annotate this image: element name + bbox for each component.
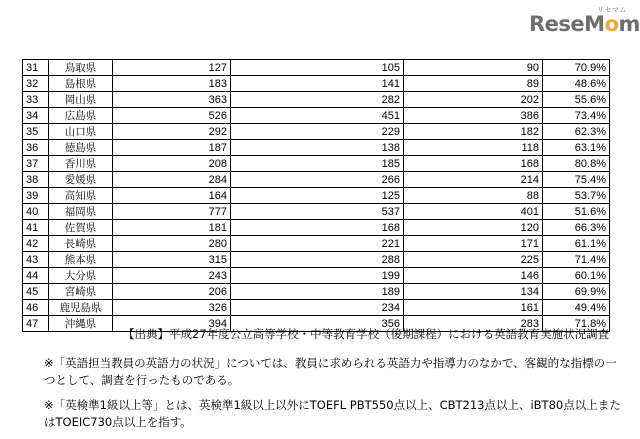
value-cell: 208 [113,156,231,172]
table-row [23,236,610,252]
value-cell: 266 [231,172,404,188]
prefecture-name: 大分県 [49,268,113,284]
row-number: 41 [23,220,49,236]
table-row [23,268,610,284]
prefecture-name: 福岡県 [49,204,113,220]
logo-text-m2: m [618,12,640,36]
row-number: 36 [23,140,49,156]
row-number: 33 [23,92,49,108]
prefecture-name: 広島県 [49,108,113,124]
value-cell: 187 [113,140,231,156]
value-cell: 283 [404,316,543,332]
row-number: 47 [23,316,49,332]
value-cell: 146 [404,268,543,284]
note-eiken-definition: ※「英検準1級以上等」とは、英検準1級以上以外にTOEFL PBT550点以上、CBT213点以上、iBT80点以上またはTOEIC730点以上を指す。 [44,398,621,429]
table-row [23,108,610,124]
value-cell: 164 [113,188,231,204]
note-english-ability: ※「英語担当教員の英語力の状況」については、教員に求められる英語力や指導力のなかで、客観的な指標の一つとして、調査を行ったものである。 [44,356,617,387]
value-cell: 134 [404,284,543,300]
row-number: 44 [23,268,49,284]
prefecture-name: 香川県 [49,156,113,172]
table-row [23,252,610,268]
value-cell: 234 [231,300,404,316]
value-cell: 451 [231,108,404,124]
rate-cell: 51.6% [543,204,610,220]
table-row [23,140,610,156]
value-cell: 118 [404,140,543,156]
table-row [23,172,610,188]
value-cell: 394 [113,316,231,332]
row-number: 42 [23,236,49,252]
rate-cell: 55.6% [543,92,610,108]
prefecture-name: 徳島県 [49,140,113,156]
logo-text-o: o [604,12,619,36]
value-cell: 161 [404,300,543,316]
value-cell: 401 [404,204,543,220]
value-cell: 127 [113,60,231,76]
value-cell: 206 [113,284,231,300]
logo-text [529,12,640,36]
prefecture-name: 佐賀県 [49,220,113,236]
value-cell: 168 [231,220,404,236]
source-caption: 【出典】平成27年度公立高等学校・中等教育学校（後期課程）における英語教育実施状況調査 [123,327,610,341]
logo-text-m: M [584,12,605,36]
value-cell: 526 [113,108,231,124]
row-number: 31 [23,60,49,76]
table-row [23,76,610,92]
prefecture-name: 島根県 [49,76,113,92]
value-cell: 225 [404,252,543,268]
value-cell: 280 [113,236,231,252]
prefecture-name: 宮崎県 [49,284,113,300]
table-row [23,188,610,204]
prefecture-name: 山口県 [49,124,113,140]
rate-cell: 49.4% [543,300,610,316]
row-number: 38 [23,172,49,188]
rate-cell: 48.6% [543,76,610,92]
rate-cell: 71.8% [543,316,610,332]
value-cell: 229 [231,124,404,140]
value-cell: 199 [231,268,404,284]
logo-ruby: リセマム [597,6,627,14]
row-number: 35 [23,124,49,140]
value-cell: 315 [113,252,231,268]
prefecture-table [22,59,610,332]
rate-cell: 69.9% [543,284,610,300]
rate-cell: 75.4% [543,172,610,188]
table-row [23,220,610,236]
value-cell: 386 [404,108,543,124]
row-number: 37 [23,156,49,172]
value-cell: 88 [404,188,543,204]
value-cell: 185 [231,156,404,172]
rate-cell: 71.4% [543,252,610,268]
value-cell: 125 [231,188,404,204]
prefecture-name: 岡山県 [49,92,113,108]
table-body [23,60,610,332]
value-cell: 284 [113,172,231,188]
value-cell: 138 [231,140,404,156]
value-cell: 288 [231,252,404,268]
row-number: 43 [23,252,49,268]
row-number: 34 [23,108,49,124]
rate-cell: 73.4% [543,108,610,124]
value-cell: 363 [113,92,231,108]
value-cell: 326 [113,300,231,316]
value-cell: 181 [113,220,231,236]
prefecture-name: 長崎県 [49,236,113,252]
value-cell: 182 [404,124,543,140]
value-cell: 171 [404,236,543,252]
table-row [23,300,610,316]
table-row [23,60,610,76]
rate-cell: 66.3% [543,220,610,236]
prefecture-name: 沖縄県 [49,316,113,332]
table-row [23,124,610,140]
value-cell: 282 [231,92,404,108]
rate-cell: 80.8% [543,156,610,172]
row-number: 46 [23,300,49,316]
value-cell: 537 [231,204,404,220]
logo-text-rese: Rese [529,12,585,36]
resemom-logo [529,3,640,49]
value-cell: 189 [231,284,404,300]
value-cell: 89 [404,76,543,92]
value-cell: 141 [231,76,404,92]
value-cell: 120 [404,220,543,236]
row-number: 40 [23,204,49,220]
value-cell: 90 [404,60,543,76]
value-cell: 292 [113,124,231,140]
value-cell: 202 [404,92,543,108]
prefecture-name: 愛媛県 [49,172,113,188]
rate-cell: 63.1% [543,140,610,156]
row-number: 32 [23,76,49,92]
table-row [23,92,610,108]
prefecture-name: 鹿児島県 [49,300,113,316]
value-cell: 183 [113,76,231,92]
table-row [23,156,610,172]
value-cell: 214 [404,172,543,188]
rate-cell: 60.1% [543,268,610,284]
value-cell: 777 [113,204,231,220]
value-cell: 168 [404,156,543,172]
table-row [23,284,610,300]
rate-cell: 53.7% [543,188,610,204]
rate-cell: 70.9% [543,60,610,76]
prefecture-name: 高知県 [49,188,113,204]
value-cell: 243 [113,268,231,284]
row-number: 45 [23,284,49,300]
value-cell: 356 [231,316,404,332]
rate-cell: 61.1% [543,236,610,252]
rate-cell: 62.3% [543,124,610,140]
prefecture-name: 鳥取県 [49,60,113,76]
table-row [23,204,610,220]
value-cell: 221 [231,236,404,252]
value-cell: 105 [231,60,404,76]
prefecture-name: 熊本県 [49,252,113,268]
row-number: 39 [23,188,49,204]
